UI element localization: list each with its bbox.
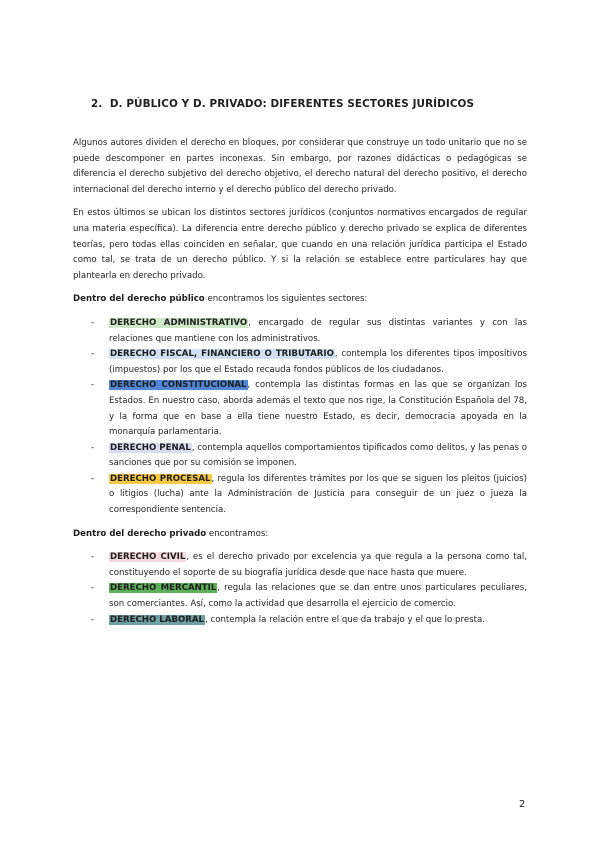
public-law-list [73, 316, 527, 519]
list-item [73, 441, 527, 472]
item-description: , contempla las distintas formas en las que se organizan los Estados. En nuestro caso, aborda además el texto que nos rige, la Constitución Española del 78, y la forma que en base a ella tiene nuestro Estado, es decir, democracia apoyada en la monarquía parlamentaria. [109, 380, 527, 438]
public-law-lead-bold: Dentro del derecho público [73, 294, 205, 305]
list-dash: - [91, 349, 95, 360]
item-description: , encargado de regular sus distintas variantes y con las relaciones que mantiene con los administrativos. [109, 317, 528, 344]
page-number: 2 [519, 799, 526, 810]
highlight-term: DERECHO FISCAL, FINANCIERO O TRIBUTARIO [110, 349, 334, 360]
item-description: , es el derecho privado por excelencia ya que regula a la persona como tal, constituyendo el soporte de su biografía jurídica desde que nace hasta que muere. [109, 552, 527, 578]
distinction-paragraph: En estos últimos se ubican los distintos sectores jurídicos (conjuntos normativos encargados de regular una materia específica). La diferencia entre derecho público y derecho privado se explica de diferentes teorías, pero todas ellas coinciden en señalar, que cuando en una relación jurídica participa el Estado como tal, se trata de un derecho público. Y si la relación se establece entre particulares hay que plantearla en derecho privado. [73, 208, 527, 281]
list-dash: - [91, 473, 95, 484]
list-item [73, 472, 527, 519]
list-item [73, 581, 527, 612]
item-description: , contempla la relación entre el que da trabajo y el que lo presta. [205, 614, 485, 625]
list-dash: - [91, 317, 95, 328]
list-dash: - [91, 380, 95, 391]
highlight-term: DERECHO CIVIL [110, 552, 186, 563]
section-heading [91, 98, 527, 110]
highlight-term: DERECHO PROCESAL [110, 473, 211, 484]
list-dash: - [91, 583, 95, 594]
list-item [73, 316, 527, 347]
item-description: , contempla los diferentes tipos impositivos (impuestos) por los que el Estado recauda fondos públicos de los ciudadanos. [109, 349, 527, 375]
list-item [73, 613, 527, 629]
heading-number: 2. [91, 98, 103, 110]
highlight-term: DERECHO ADMINISTRATIVO [110, 317, 248, 328]
private-law-lead-bold: Dentro del derecho privado [73, 528, 207, 539]
item-description: , contempla aquellos comportamientos tipificados como delitos, y las penas o sanciones que por su comisión se imponen. [109, 442, 528, 469]
public-law-lead-rest: encontramos los siguientes sectores: [204, 294, 368, 305]
list-dash: - [91, 442, 95, 453]
private-law-lead-rest: encontramos: [206, 528, 269, 539]
list-dash: - [91, 552, 95, 563]
list-item [73, 550, 527, 581]
private-law-lead [73, 527, 527, 543]
item-description: , regula los diferentes trámites por los que se siguen los pleitos (juicios) o litigios (lucha) ante la Administración de Justicia para conseguir de un juez o jueza la correspondiente sentencia. [109, 473, 527, 516]
intro-paragraph: Algunos autores dividen el derecho en bloques, por considerar que construye un todo unitario que no se puede descomponer en partes inconexas. Sin embargo, por razones didácticas o pedagógicas se diferencia el derecho subjetivo del derecho objetivo, el derecho natural del derecho positivo, el derecho internacional del derecho interno y el derecho público del derecho privado. [73, 138, 527, 195]
list-item [73, 378, 527, 440]
public-law-lead [73, 292, 527, 308]
highlight-term: DERECHO CONSTITUCIONAL [110, 380, 247, 391]
highlight-term: DERECHO PENAL [110, 442, 191, 453]
highlight-term: DERECHO LABORAL [110, 614, 205, 625]
page-content [73, 98, 527, 628]
highlight-term: DERECHO MERCANTIL [110, 583, 217, 594]
list-dash: - [91, 614, 95, 625]
list-item [73, 347, 527, 378]
item-description: , regula las relaciones que se dan entre unos particulares peculiares, son comerciantes. Así, como la actividad que desarrolla el ejercicio de comercio. [109, 583, 527, 610]
private-law-list [73, 550, 527, 628]
heading-text: D. PÚBLICO Y D. PRIVADO: DIFERENTES SECTORES JURÍDICOS [109, 98, 475, 110]
